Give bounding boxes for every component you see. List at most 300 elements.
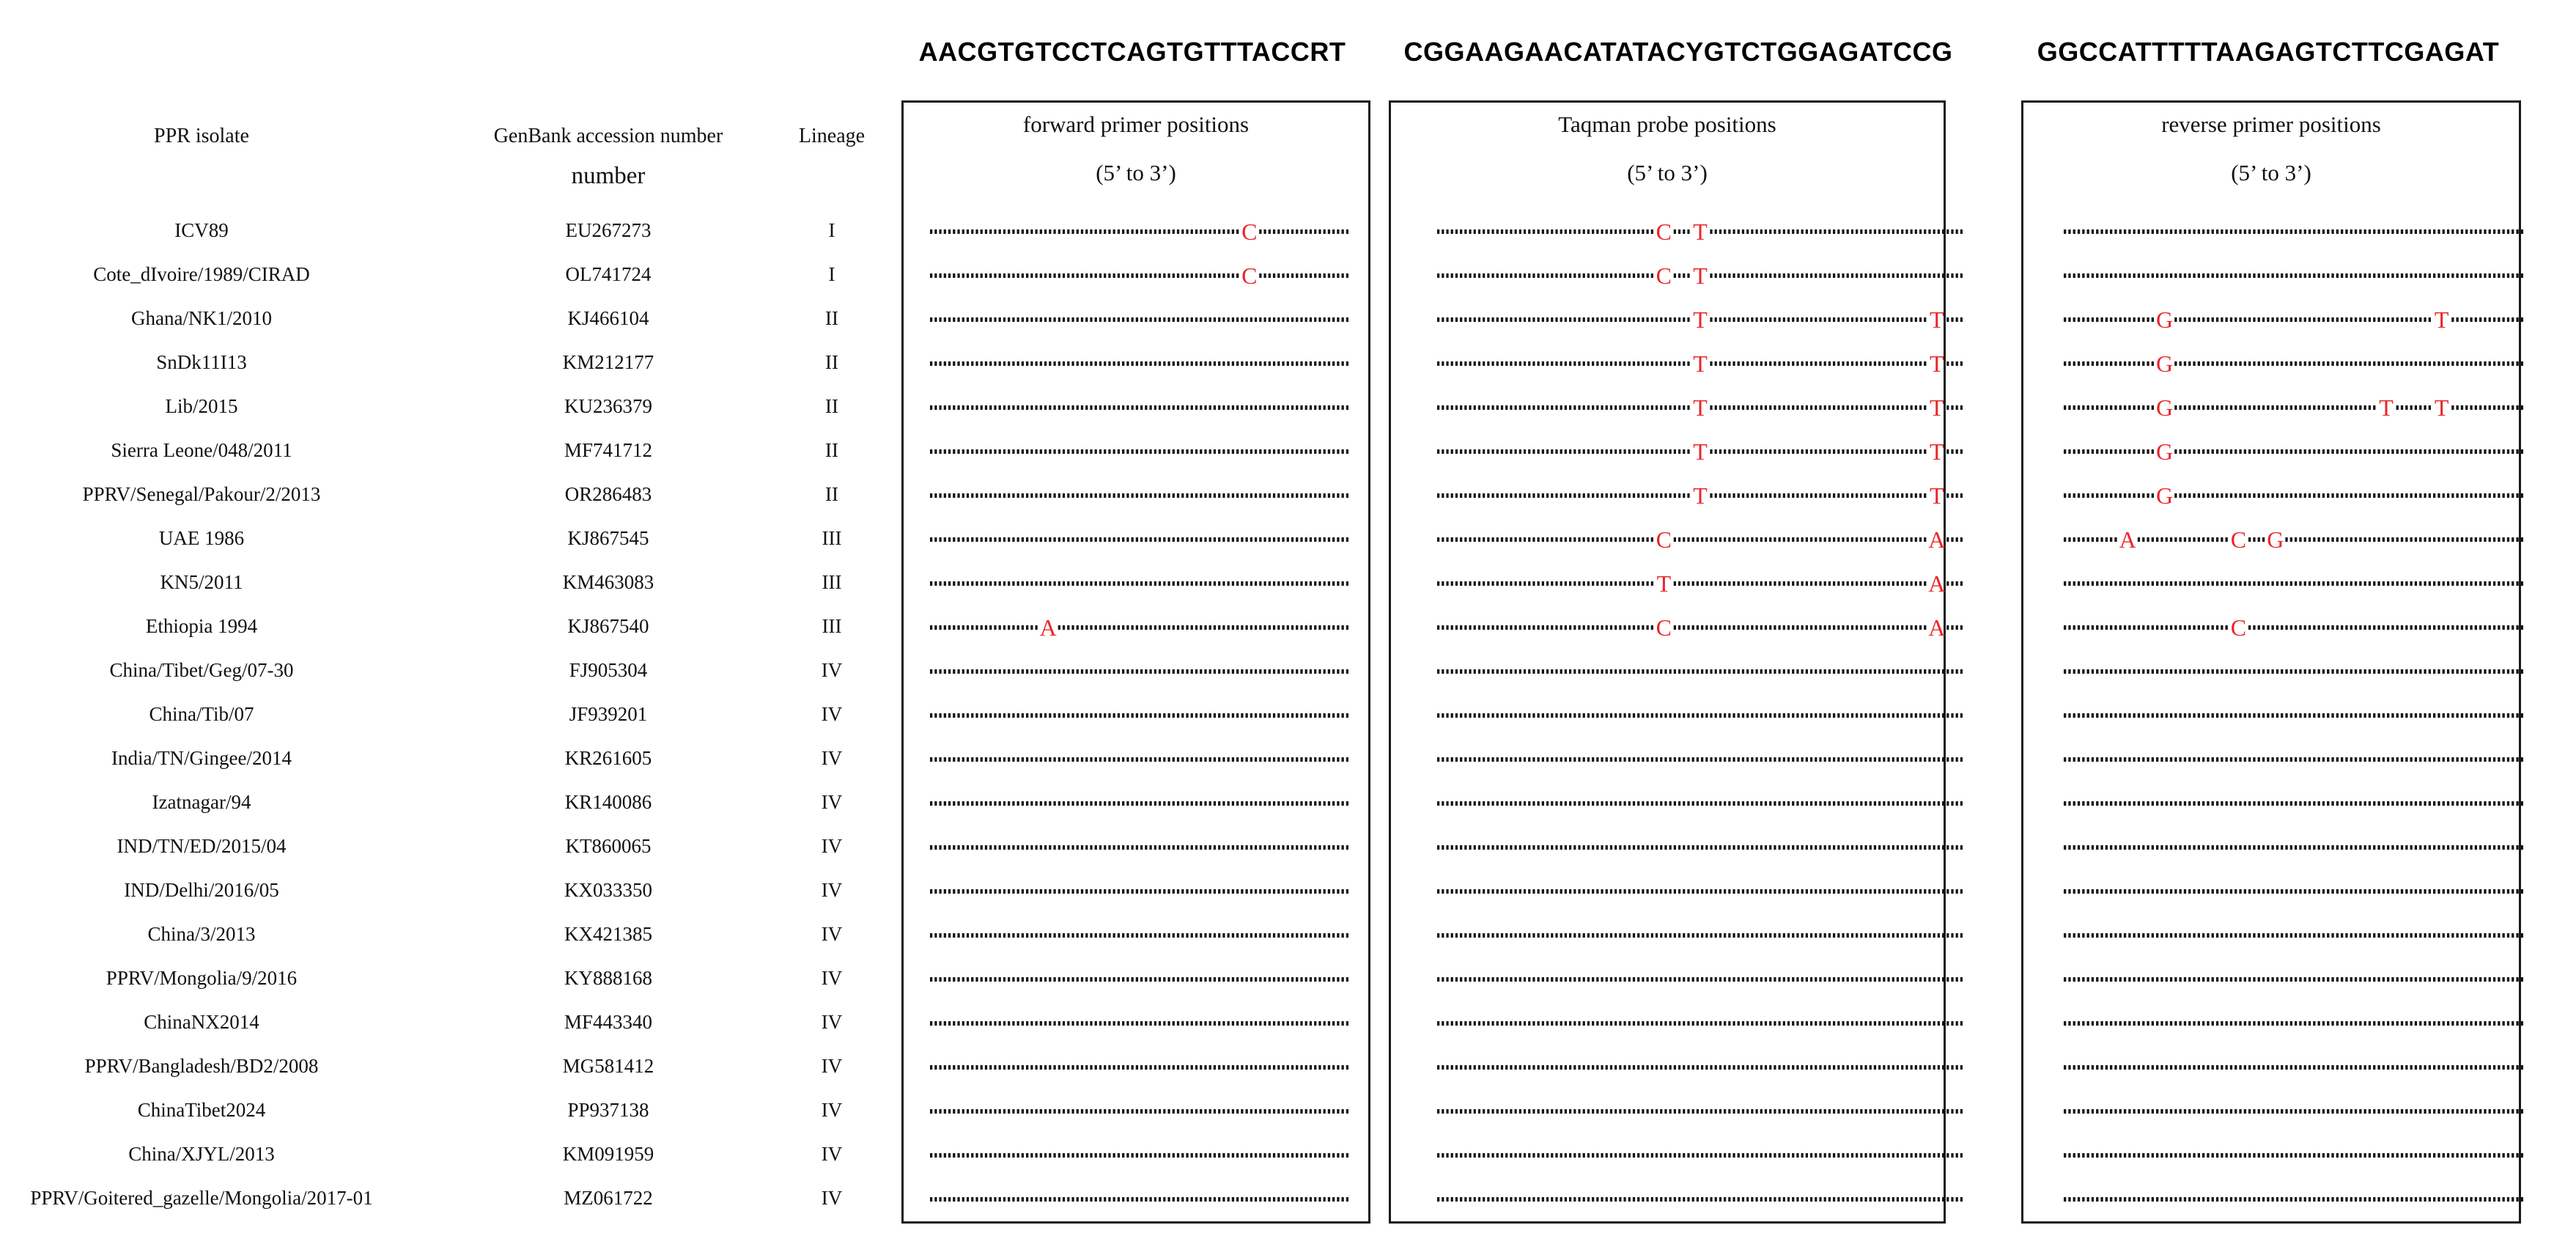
alignment-dash: [2443, 229, 2445, 234]
alignment-dash: [1099, 713, 1101, 718]
alignment-dash: [1755, 713, 1757, 718]
alignment-dash: [1551, 977, 1553, 982]
alignment-dash: [1687, 801, 1689, 806]
accession-number: KM091959: [562, 1143, 654, 1165]
alignment-dash: [1214, 845, 1216, 850]
alignment-dash: [1583, 1021, 1585, 1026]
alignment-dash: [1277, 537, 1280, 542]
alignment-dash: [944, 757, 946, 762]
alignment-dash: [1483, 405, 1485, 410]
alignment-dash: [1209, 1065, 1211, 1070]
mutation-base: A: [1928, 570, 1946, 597]
alignment-dash: [1017, 361, 1019, 366]
alignment-dash: [1801, 581, 1804, 586]
alignment-dash: [1555, 933, 1557, 938]
alignment-dash: [2443, 273, 2445, 278]
alignment-dash: [1085, 845, 1088, 850]
alignment-dash: [1186, 273, 1188, 278]
alignment-dash: [1664, 977, 1667, 982]
alignment-dash: [1856, 1065, 1858, 1070]
alignment-dash: [1732, 581, 1735, 586]
alignment-dash: [1819, 713, 1821, 718]
alignment-dash: [1154, 625, 1156, 630]
alignment-dash: [1746, 889, 1749, 894]
alignment-dash: [1204, 713, 1206, 718]
alignment-dash: [1924, 757, 1926, 762]
alignment-dash: [1044, 361, 1047, 366]
alignment-dash: [1687, 1197, 1689, 1202]
alignment-dash: [1697, 977, 1699, 982]
alignment-dash: [1273, 493, 1275, 498]
alignment-dash: [944, 361, 946, 366]
alignment-dash: [1505, 449, 1507, 454]
alignment-dash: [1474, 1109, 1476, 1114]
alignment-dash: [1455, 889, 1458, 894]
alignment-dash: [1792, 449, 1794, 454]
alignment-dash: [1892, 361, 1894, 366]
accession-number: MG581412: [562, 1055, 654, 1077]
alignment-dash: [1942, 845, 1944, 850]
alignment-dash: [1742, 669, 1744, 674]
alignment-dash: [1870, 977, 1872, 982]
alignment-dash: [1008, 405, 1010, 410]
alignment-dash: [1887, 449, 1889, 454]
alignment-dash: [1191, 757, 1193, 762]
alignment-dash: [1519, 757, 1521, 762]
lineage-label: IV: [821, 1187, 843, 1209]
alignment-dash: [1946, 1021, 1949, 1026]
alignment-dash: [1555, 493, 1557, 498]
alignment-dash: [1173, 1197, 1175, 1202]
alignment-dash: [971, 933, 973, 938]
alignment-dash: [1532, 273, 1535, 278]
alignment-dash: [1346, 405, 1348, 410]
alignment-dash: [1956, 669, 1958, 674]
alignment-dash: [1342, 801, 1344, 806]
alignment-dash: [2230, 273, 2232, 278]
alignment-dash: [1346, 1065, 1348, 1070]
alignment-dash: [2521, 229, 2523, 234]
alignment-dash: [2299, 229, 2301, 234]
alignment-dash: [1478, 845, 1480, 850]
alignment-dash: [985, 1197, 987, 1202]
alignment-dash: [1036, 801, 1038, 806]
alignment-dash: [994, 625, 996, 630]
alignment-dash: [953, 889, 955, 894]
alignment-dash: [1532, 1197, 1535, 1202]
alignment-dash: [1664, 757, 1667, 762]
alignment-dash: [1765, 845, 1767, 850]
alignment-dash: [1346, 1109, 1348, 1114]
alignment-dash: [1318, 1109, 1321, 1114]
alignment-dash: [1483, 449, 1485, 454]
alignment-dash: [1619, 317, 1621, 322]
alignment-dash: [1241, 1109, 1243, 1114]
alignment-dash: [1560, 757, 1562, 762]
alignment-dash: [1728, 273, 1730, 278]
alignment-dash: [1701, 1021, 1703, 1026]
alignment-dash: [1515, 845, 1517, 850]
alignment-dash: [1228, 1065, 1230, 1070]
alignment-dash: [1071, 449, 1074, 454]
alignment-dash: [985, 1109, 987, 1114]
alignment-dash: [1342, 405, 1344, 410]
alignment-dash: [1255, 713, 1257, 718]
alignment-dash: [1232, 537, 1234, 542]
alignment-dash: [1263, 493, 1266, 498]
alignment-dash: [2479, 273, 2481, 278]
alignment-dash: [1469, 537, 1471, 542]
alignment-dash: [1186, 669, 1188, 674]
alignment-dash: [1040, 845, 1042, 850]
alignment-dash: [1063, 757, 1065, 762]
alignment-dash: [2377, 229, 2380, 234]
alignment-dash: [967, 273, 969, 278]
alignment-dash: [1583, 1065, 1585, 1070]
alignment-dash: [1901, 1197, 1903, 1202]
alignment-dash: [1905, 1197, 1908, 1202]
alignment-dash: [1651, 845, 1653, 850]
alignment-dash: [1774, 449, 1776, 454]
alignment-dash: [930, 493, 932, 498]
alignment-dash: [1837, 1065, 1839, 1070]
alignment-dash: [1847, 361, 1849, 366]
alignment-dash: [1883, 933, 1885, 938]
alignment-dash: [1614, 537, 1617, 542]
alignment-dash: [1738, 1065, 1740, 1070]
alignment-dash: [1828, 845, 1831, 850]
alignment-dash: [1664, 493, 1667, 498]
alignment-dash: [1181, 581, 1184, 586]
alignment-dash: [1259, 625, 1261, 630]
alignment-dash: [1346, 229, 1348, 234]
alignment-dash: [1883, 1109, 1885, 1114]
alignment-dash: [1104, 669, 1106, 674]
alignment-dash: [1819, 493, 1821, 498]
alignment-dash: [1008, 713, 1010, 718]
alignment-dash: [1719, 1109, 1721, 1114]
alignment-dash: [944, 1197, 946, 1202]
alignment-dash: [1259, 977, 1261, 982]
alignment-dash: [989, 405, 992, 410]
alignment-dash: [1305, 229, 1307, 234]
alignment-dash: [1519, 229, 1521, 234]
alignment-dash: [1847, 1197, 1849, 1202]
alignment-dash: [1692, 581, 1694, 586]
alignment-dash: [1077, 405, 1079, 410]
alignment-dash: [1828, 581, 1831, 586]
alignment-dash: [1815, 1021, 1817, 1026]
alignment-dash: [1510, 977, 1512, 982]
alignment-dash: [1897, 317, 1899, 322]
alignment-dash: [1783, 845, 1785, 850]
alignment-dash: [1442, 581, 1444, 586]
isolate-name: China/Tibet/Geg/07-30: [109, 659, 294, 681]
alignment-dash: [1049, 757, 1051, 762]
alignment-dash: [1246, 757, 1248, 762]
alignment-dash: [962, 493, 964, 498]
alignment-dash: [1177, 229, 1179, 234]
alignment-dash: [1104, 1153, 1106, 1158]
alignment-dash: [1263, 889, 1266, 894]
alignment-dash: [1715, 537, 1717, 542]
alignment-dash: [1510, 493, 1512, 498]
alignment-dash: [1546, 933, 1549, 938]
alignment-dash: [1683, 405, 1685, 410]
alignment-dash: [1864, 625, 1867, 630]
alignment-dash: [1287, 361, 1289, 366]
alignment-dash: [1136, 625, 1138, 630]
alignment-dash: [1719, 889, 1721, 894]
alignment-dash: [1337, 493, 1339, 498]
alignment-dash: [1218, 669, 1220, 674]
alignment-dash: [1897, 713, 1899, 718]
alignment-dash: [1623, 845, 1625, 850]
alignment-dash: [1647, 405, 1649, 410]
alignment-dash: [1200, 449, 1202, 454]
alignment-dash: [1583, 757, 1585, 762]
alignment-dash: [2489, 273, 2491, 278]
alignment-dash: [1328, 537, 1330, 542]
alignment-dash: [1606, 537, 1608, 542]
alignment-dash: [1446, 317, 1448, 322]
alignment-dash: [2415, 273, 2417, 278]
alignment-dash: [1587, 669, 1590, 674]
alignment-dash: [1560, 361, 1562, 366]
alignment-dash: [1154, 1153, 1156, 1158]
alignment-dash: [1204, 1197, 1206, 1202]
alignment-dash: [1633, 361, 1635, 366]
alignment-dash: [1933, 273, 1935, 278]
alignment-dash: [1337, 1021, 1339, 1026]
alignment-dash: [1801, 405, 1804, 410]
alignment-dash: [1337, 713, 1339, 718]
alignment-dash: [1017, 537, 1019, 542]
alignment-dash: [1437, 669, 1439, 674]
alignment-dash: [1669, 1109, 1672, 1114]
alignment-dash: [2152, 229, 2154, 234]
alignment-dash: [2124, 273, 2126, 278]
alignment-dash: [1628, 1109, 1631, 1114]
alignment-dash: [1053, 317, 1055, 322]
alignment-dash: [1746, 1153, 1749, 1158]
alignment-dash: [1126, 1021, 1129, 1026]
alignment-dash: [1017, 493, 1019, 498]
alignment-dash: [1542, 1197, 1544, 1202]
alignment-dash: [1728, 361, 1730, 366]
alignment-dash: [1318, 317, 1321, 322]
alignment-dash: [1501, 581, 1503, 586]
alignment-dash: [1282, 933, 1284, 938]
alignment-dash: [1601, 317, 1603, 322]
alignment-dash: [1090, 405, 1092, 410]
alignment-dash: [1719, 1197, 1721, 1202]
alignment-dash: [1310, 801, 1312, 806]
alignment-dash: [1154, 361, 1156, 366]
alignment-dash: [1474, 405, 1476, 410]
alignment-dash: [2461, 229, 2463, 234]
alignment-dash: [1259, 581, 1261, 586]
lineage-label: III: [822, 571, 842, 593]
alignment-dash: [2160, 229, 2163, 234]
alignment-dash: [1874, 581, 1876, 586]
alignment-dash: [2461, 273, 2463, 278]
alignment-dash: [1769, 1153, 1771, 1158]
alignment-dash: [1053, 889, 1055, 894]
alignment-dash: [1487, 1153, 1489, 1158]
alignment-dash: [1136, 1197, 1138, 1202]
alignment-dash: [1542, 361, 1544, 366]
alignment-dash: [1501, 273, 1503, 278]
alignment-dash: [1250, 405, 1252, 410]
alignment-dash: [1200, 757, 1202, 762]
alignment-dash: [1960, 1065, 1963, 1070]
alignment-dash: [1505, 625, 1507, 630]
alignment-dash: [1318, 405, 1321, 410]
alignment-dash: [957, 229, 959, 234]
alignment-dash: [1710, 537, 1712, 542]
alignment-dash: [1483, 581, 1485, 586]
alignment-dash: [1555, 1065, 1557, 1070]
alignment-dash: [1053, 845, 1055, 850]
alignment-dash: [1911, 1065, 1913, 1070]
alignment-dash: [1118, 581, 1120, 586]
alignment-dash: [1049, 801, 1051, 806]
alignment-dash: [1177, 625, 1179, 630]
alignment-dash: [1255, 1109, 1257, 1114]
alignment-dash: [1218, 493, 1220, 498]
alignment-dash: [1136, 933, 1138, 938]
alignment-dash: [1874, 801, 1876, 806]
alignment-dash: [1565, 229, 1567, 234]
alignment-dash: [1505, 273, 1507, 278]
alignment-dash: [2106, 273, 2108, 278]
alignment-dash: [2401, 229, 2403, 234]
alignment-dash: [1501, 1197, 1503, 1202]
alignment-dash: [1560, 977, 1562, 982]
alignment-dash: [1687, 669, 1689, 674]
alignment-dash: [999, 317, 1001, 322]
alignment-dash: [1892, 1109, 1894, 1114]
alignment-dash: [1642, 977, 1644, 982]
alignment-dash: [1614, 801, 1617, 806]
alignment-dash: [1167, 1021, 1170, 1026]
alignment-dash: [1305, 317, 1307, 322]
alignment-dash: [1628, 933, 1631, 938]
alignment-dash: [1701, 669, 1703, 674]
alignment-dash: [2133, 229, 2136, 234]
alignment-dash: [1792, 669, 1794, 674]
alignment-dash: [1255, 317, 1257, 322]
alignment-dash: [1255, 361, 1257, 366]
alignment-dash: [1683, 1065, 1685, 1070]
alignment-dash: [1332, 537, 1335, 542]
alignment-dash: [1542, 1109, 1544, 1114]
alignment-dash: [1222, 273, 1225, 278]
alignment-dash: [1769, 537, 1771, 542]
alignment-dash: [1501, 845, 1503, 850]
alignment-dash: [1792, 273, 1794, 278]
alignment-dash: [1724, 1021, 1726, 1026]
alignment-dash: [1819, 581, 1821, 586]
alignment-dash: [2336, 229, 2339, 234]
alignment-dash: [1905, 273, 1908, 278]
alignment-dash: [1209, 757, 1211, 762]
alignment-dash: [1277, 317, 1280, 322]
alignment-dash: [1246, 1021, 1248, 1026]
alignment-dash: [1538, 933, 1540, 938]
alignment-dash: [1200, 669, 1202, 674]
alignment-dash: [1824, 845, 1826, 850]
alignment-dash: [1040, 581, 1042, 586]
alignment-dash: [967, 229, 969, 234]
alignment-dash: [1538, 977, 1540, 982]
alignment-dash: [1878, 669, 1881, 674]
alignment-dash: [1149, 449, 1151, 454]
alignment-dash: [1108, 1153, 1110, 1158]
alignment-dash: [1145, 1197, 1147, 1202]
alignment-dash: [1460, 1153, 1462, 1158]
alignment-dash: [1956, 713, 1958, 718]
alignment-dash: [1678, 581, 1680, 586]
alignment-dash: [1738, 1109, 1740, 1114]
lineage-label: III: [822, 615, 842, 637]
alignment-dash: [1847, 273, 1849, 278]
alignment-dash: [1596, 1021, 1598, 1026]
alignment-dash: [975, 1197, 978, 1202]
alignment-dash: [1081, 845, 1083, 850]
alignment-dash: [1623, 1153, 1625, 1158]
alignment-dash: [985, 625, 987, 630]
alignment-dash: [1887, 537, 1889, 542]
alignment-dash: [1163, 449, 1165, 454]
alignment-dash: [1619, 757, 1621, 762]
alignment-dash: [1842, 713, 1844, 718]
alignment-dash: [1960, 625, 1963, 630]
alignment-dash: [1085, 405, 1088, 410]
alignment-dash: [1587, 977, 1590, 982]
alignment-dash: [1496, 537, 1499, 542]
alignment-dash: [1824, 449, 1826, 454]
alignment-dash: [2193, 229, 2195, 234]
alignment-dash: [1259, 801, 1261, 806]
alignment-dash: [1496, 669, 1499, 674]
alignment-dash: [1569, 537, 1571, 542]
alignment-dash: [1469, 273, 1471, 278]
alignment-dash: [1163, 1021, 1165, 1026]
alignment-dash: [1801, 713, 1804, 718]
alignment-dash: [1938, 801, 1940, 806]
alignment-dash: [1664, 361, 1667, 366]
alignment-dash: [1674, 1197, 1676, 1202]
isolate-name: Lib/2015: [165, 395, 238, 417]
alignment-dash: [1806, 229, 1808, 234]
alignment-dash: [2174, 273, 2177, 278]
alignment-dash: [1924, 317, 1926, 322]
alignment-dash: [1779, 273, 1781, 278]
alignment-dash: [1583, 229, 1585, 234]
alignment-dash: [1697, 1197, 1699, 1202]
alignment-dash: [1324, 493, 1326, 498]
alignment-dash: [1222, 405, 1225, 410]
alignment-dash: [1751, 317, 1753, 322]
alignment-dash: [1446, 1109, 1448, 1114]
alignment-dash: [1546, 845, 1549, 850]
alignment-dash: [1255, 1065, 1257, 1070]
alignment-dash: [1765, 1065, 1767, 1070]
alignment-dash: [1760, 361, 1763, 366]
alignment-dash: [1008, 889, 1010, 894]
